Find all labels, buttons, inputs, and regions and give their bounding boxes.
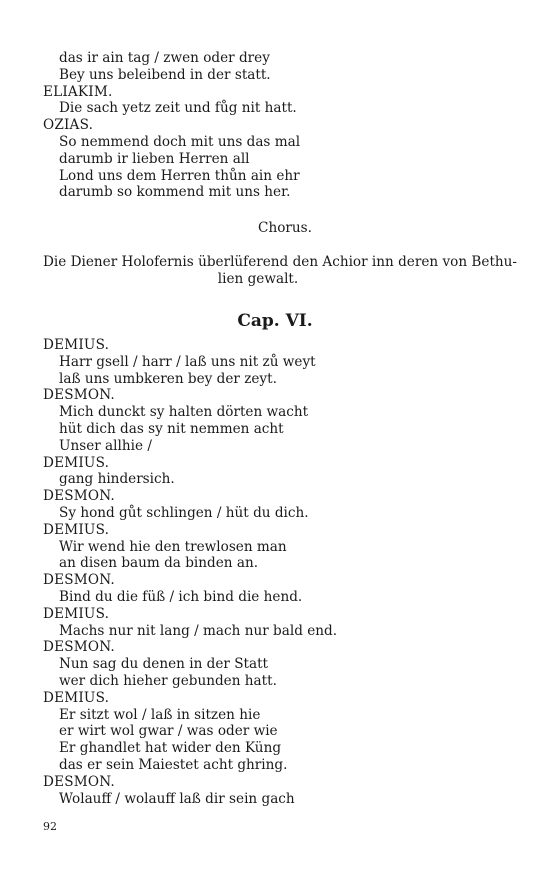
- speaker-name: DESMON.: [43, 387, 115, 404]
- verse-line: So nemmend doch mit uns das mal: [59, 133, 301, 150]
- verse-line: darumb so kommend mit uns her.: [59, 184, 291, 201]
- verse-line: Harr gsell / harr / laß uns nit zů weyt: [59, 353, 316, 370]
- chorus-heading: Chorus.: [258, 220, 312, 236]
- verse-line: Wolauff / wolauff laß dir sein gach: [59, 790, 295, 807]
- verse-line: das er sein Maiestet acht ghring.: [59, 756, 288, 773]
- verse-line: Er sitzt wol / laß in sitzen hie: [59, 706, 261, 723]
- verse-line: wer dich hieher gebunden hatt.: [59, 672, 277, 689]
- verse-line: Nun sag du denen in der Statt: [59, 656, 269, 673]
- verse-line: Sy hond gůt schlingen / hüt du dich.: [59, 504, 309, 521]
- verse-line: gang hindersich.: [59, 471, 175, 488]
- speaker-name: DEMIUS.: [43, 689, 110, 706]
- speaker-name: OZIAS.: [43, 117, 94, 134]
- dialogue-block-bottom: [43, 337, 473, 807]
- stage-direction-line-2: lien gewalt.: [217, 270, 299, 287]
- chapter-heading: Cap. VI.: [237, 311, 313, 331]
- verse-line: darumb ir lieben Herren all: [59, 150, 250, 167]
- speaker-name: DESMON.: [43, 572, 115, 589]
- verse-line: Machs nur nit lang / mach nur bald end.: [59, 622, 338, 639]
- verse-line: Bind du die füß / ich bind die hend.: [59, 588, 303, 605]
- verse-line: das ir ain tag / zwen oder drey: [59, 50, 270, 66]
- speaker-name: DEMIUS.: [43, 605, 110, 622]
- verse-line: Unser allhie /: [59, 437, 152, 454]
- stage-direction-line-1: Die Diener Holofernis überlüferend den Achior inn deren von Bethu-: [43, 254, 518, 270]
- verse-line: Lond uns dem Herren thůn ain ehr: [59, 167, 300, 184]
- stage-direction: [43, 254, 518, 288]
- speaker-name: DEMIUS.: [43, 521, 110, 538]
- speaker-name: DEMIUS.: [43, 337, 110, 353]
- speaker-name: DESMON.: [43, 773, 115, 790]
- speaker-name: DESMON.: [43, 639, 115, 656]
- verse-line: Er ghandlet hat wider den Küng: [59, 740, 282, 757]
- verse-line: er wirt wol gwar / was oder wie: [59, 723, 278, 740]
- verse-line: hüt dich das sy nit nemmen acht: [59, 420, 284, 437]
- dialogue-block-top: [43, 50, 473, 201]
- speaker-name: ELIAKIM.: [43, 83, 113, 100]
- verse-line: an disen baum da binden an.: [59, 555, 259, 572]
- verse-line: Mich dunckt sy halten dörten wacht: [59, 404, 309, 421]
- verse-line: Bey uns beleibend in der statt.: [59, 66, 271, 83]
- page-number: 92: [43, 820, 57, 833]
- speaker-name: DEMIUS.: [43, 454, 110, 471]
- verse-line: Wir wend hie den trewlosen man: [59, 538, 287, 555]
- verse-line: laß uns umbkeren bey der zeyt.: [59, 370, 277, 387]
- speaker-name: DESMON.: [43, 488, 115, 505]
- verse-line: Die sach yetz zeit und fůg nit hatt.: [59, 100, 297, 117]
